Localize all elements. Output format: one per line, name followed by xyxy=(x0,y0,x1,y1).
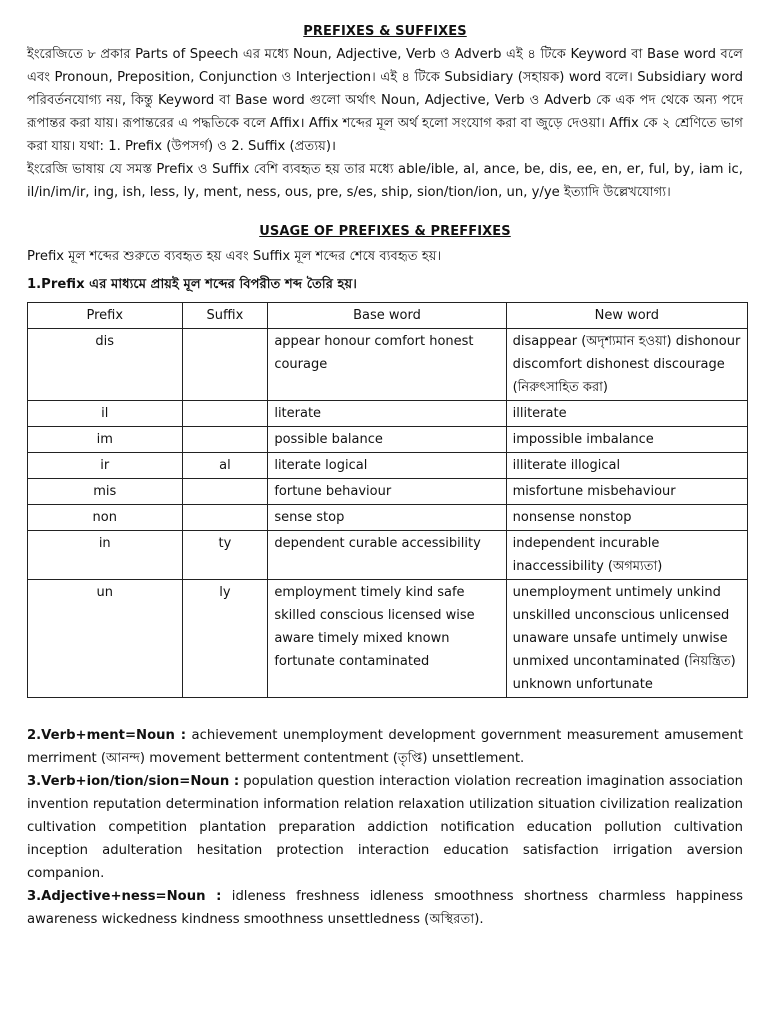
table-row xyxy=(28,401,748,427)
cell-prefix: im xyxy=(28,427,183,453)
header-suffix: Suffix xyxy=(182,303,268,329)
cell-new-word: unemployment untimely unkind unskilled unconscious unlicensed unaware unsafe untimely unwise unmixed uncontaminated (নিয়ন্ত্রিত) unknown unfortunate xyxy=(506,580,747,698)
section-text: population question interaction violation recreation imagination association invention reputation determination information relation relaxation utilization situation civilization realization cultivation competition plantation preparation addiction notification education pollution cultivation inception adulteration hesitation protection interaction education satisfaction irrigation aversion companion. xyxy=(27,774,744,881)
intro-paragraph-1: ইংরেজিতে ৮ প্রকার Parts of Speech এর মধ্যে Noun, Adjective, Verb ও Adverb এই ৪ টিকে Keyword বা Base word বলে এবং Pronoun, Preposition, Conjunction ও Interjection। এই ৪ টিকে Subsidiary (সহায়ক) word বলে। Subsidiary word পরিবর্তনযোগ্য নয়, কিন্তু Keyword বা Base word গুলো অর্থাৎ Noun, Adjective, Verb ও Adverb কে এক পদ থেকে অন্য পদে রূপান্তর করা যায়। রূপান্তরের এ পদ্ধতিকে বলে Affix। Affix শব্দের মূল অর্থ হলো সংযোগ করা বা জুড়ে দেওয়া। Affix কে ২ শ্রেণিতে ভাগ করা যায়। যথা: 1. Prefix (উপসর্গ) ও 2. Suffix (প্রত্যয়)। xyxy=(27,47,743,154)
cell-suffix xyxy=(182,401,268,427)
cell-new-word: illiterate illogical xyxy=(506,453,747,479)
page-title: PREFIXES & SUFFIXES xyxy=(303,24,467,39)
usage-title: USAGE OF PREFIXES & PREFFIXES xyxy=(259,224,511,239)
table-row xyxy=(28,427,748,453)
table-row xyxy=(28,453,748,479)
cell-new-word: illiterate xyxy=(506,401,747,427)
cell-base-word: appear honour comfort honest courage xyxy=(268,329,506,401)
usage-paragraph: Prefix মূল শব্দের শুরুতে ব্যবহৃত হয় এবং Suffix মূল শব্দের শেষে ব্যবহৃত হয়। xyxy=(27,249,442,264)
table-row xyxy=(28,479,748,505)
cell-prefix: mis xyxy=(28,479,183,505)
cell-base-word: employment timely kind safe skilled conscious licensed wise aware timely mixed known fortunate contaminated xyxy=(268,580,506,698)
cell-suffix xyxy=(182,329,268,401)
cell-prefix: dis xyxy=(28,329,183,401)
header-prefix: Prefix xyxy=(28,303,183,329)
section-verb-ment xyxy=(27,724,743,770)
cell-base-word: dependent curable accessibility xyxy=(268,531,506,580)
section-verb-ion xyxy=(27,770,743,885)
cell-suffix: ty xyxy=(182,531,268,580)
table-header-row xyxy=(28,303,748,329)
cell-prefix: non xyxy=(28,505,183,531)
section1-heading: 1.Prefix এর মাধ্যমে প্রায়ই মূল শব্দের বিপরীত শব্দ তৈরি হয়। xyxy=(27,277,357,292)
cell-prefix: in xyxy=(28,531,183,580)
section-adjective-ness xyxy=(27,885,743,931)
cell-base-word: fortune behaviour xyxy=(268,479,506,505)
cell-base-word: literate xyxy=(268,401,506,427)
cell-suffix xyxy=(182,479,268,505)
cell-new-word: misfortune misbehaviour xyxy=(506,479,747,505)
cell-new-word: impossible imbalance xyxy=(506,427,747,453)
cell-suffix xyxy=(182,505,268,531)
cell-prefix: ir xyxy=(28,453,183,479)
header-base-word: Base word xyxy=(268,303,506,329)
cell-prefix: un xyxy=(28,580,183,698)
table-row xyxy=(28,531,748,580)
table-row xyxy=(28,505,748,531)
cell-new-word: disappear (অদৃশ্যমান হওয়া) dishonour discomfort dishonest discourage (নিরুৎসাহিত করা) xyxy=(506,329,747,401)
section-label: 3.Verb+ion/tion/sion=Noun : xyxy=(27,774,240,789)
intro-paragraph-2: ইংরেজি ভাষায় যে সমস্ত Prefix ও Suffix বেশি ব্যবহৃত হয় তার মধ্যে able/ible, al, ance, be, dis, ee, en, er, ful, by, iam ic, il/in/im/ir, ing, ish, less, ly, ment, ness, ous, pre, s/es, ship, sion/tion/ion, un, y/ye ইত্যাদি উল্লেখযোগ্য। xyxy=(27,162,743,200)
section-text: achievement unemployment development government measurement amusement merriment (আনন্দ) movement betterment contentment (তৃপ্তি) unsettlement. xyxy=(27,728,743,766)
cell-new-word: independent incurable inaccessibility (অগম্যতা) xyxy=(506,531,747,580)
cell-base-word: possible balance xyxy=(268,427,506,453)
section-text: idleness freshness idleness smoothness shortness charmless happiness awareness wickedness kindness smoothness unsettledness (অস্থিরতা). xyxy=(27,889,743,927)
cell-new-word: nonsense nonstop xyxy=(506,505,747,531)
cell-base-word: literate logical xyxy=(268,453,506,479)
prefix-table xyxy=(27,302,748,698)
section-label: 2.Verb+ment=Noun : xyxy=(27,728,187,743)
table-row xyxy=(28,329,748,401)
table-row xyxy=(28,580,748,698)
cell-base-word: sense stop xyxy=(268,505,506,531)
cell-suffix: ly xyxy=(182,580,268,698)
header-new-word: New word xyxy=(506,303,747,329)
section-label: 3.Adjective+ness=Noun : xyxy=(27,889,222,904)
cell-prefix: il xyxy=(28,401,183,427)
cell-suffix xyxy=(182,427,268,453)
document-page xyxy=(27,24,743,931)
cell-suffix: al xyxy=(182,453,268,479)
